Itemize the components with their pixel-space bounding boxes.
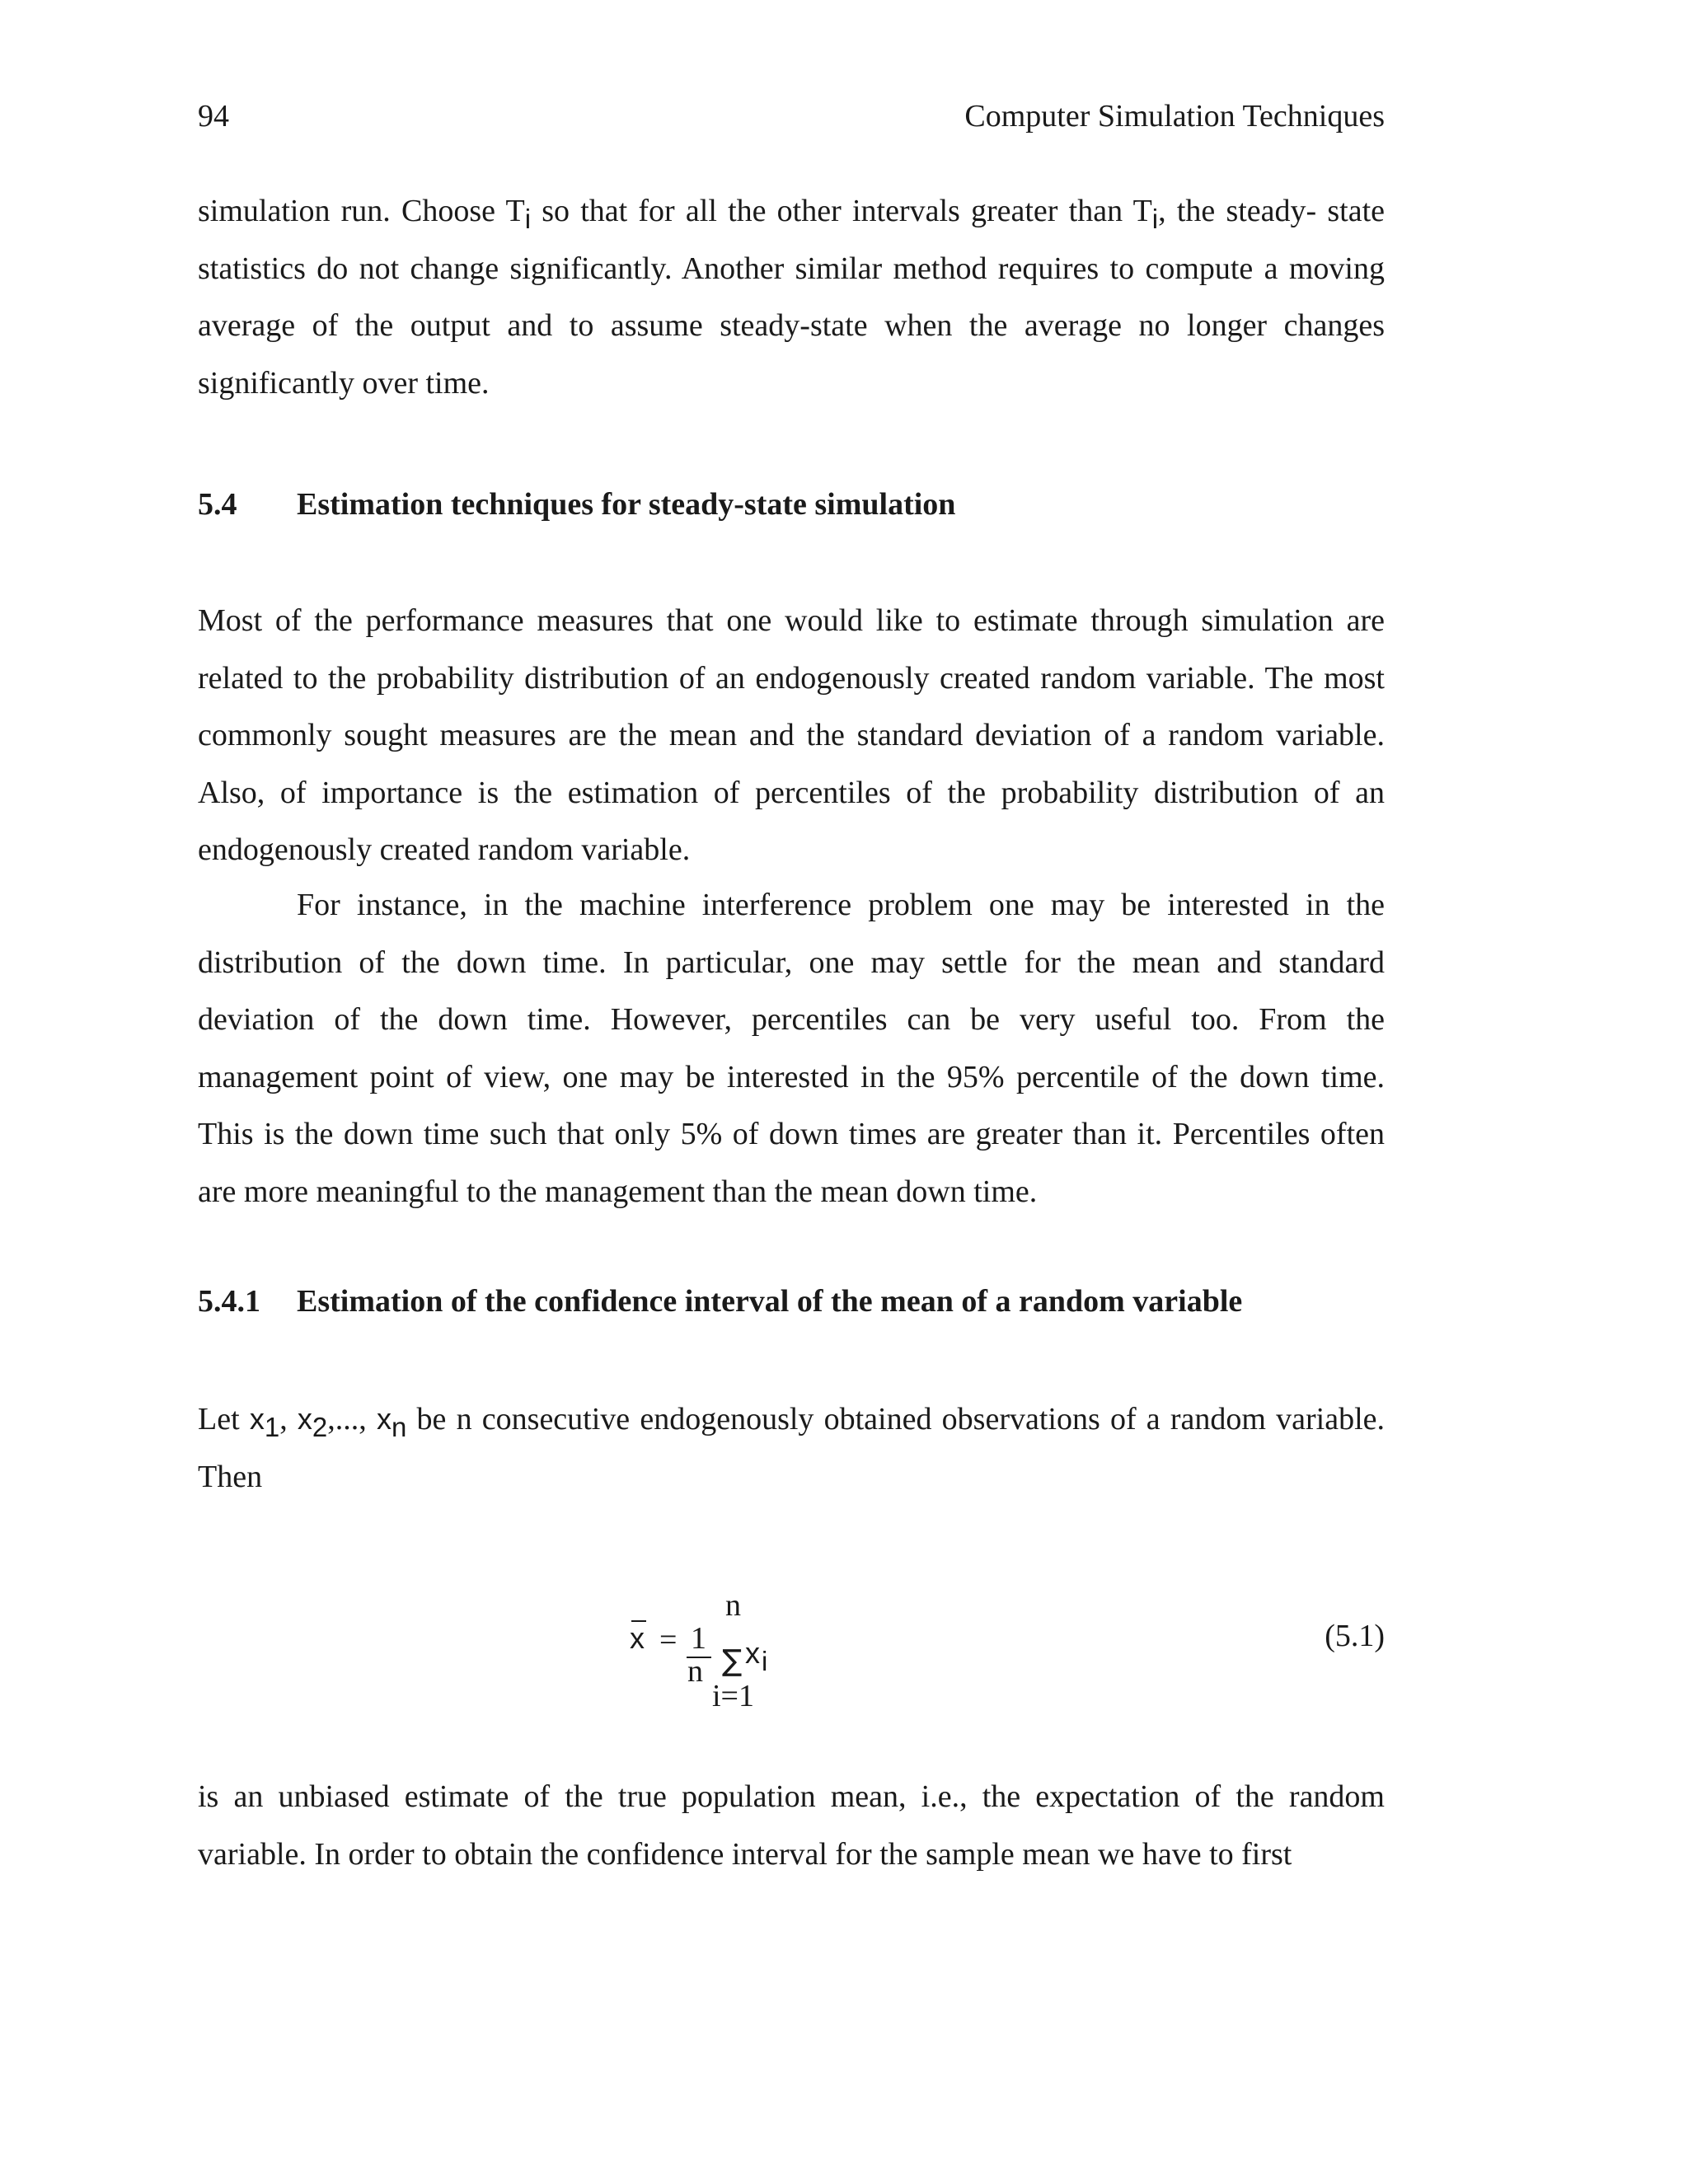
text-span: Let	[198, 1402, 250, 1436]
sum-upper-limit: n	[725, 1588, 741, 1623]
sum-term: x	[745, 1636, 760, 1670]
sum-lower-limit: i=1	[712, 1679, 754, 1713]
section-number: 5.4	[198, 487, 237, 522]
paragraph-measures: Most of the performance measures that one would like to estimate through simulation are related to the probability distribution of an endogenously created random variable. The most commonly sought measures are the mean and the standard deviation of a random variable. Also, of importance is the estimation of percentiles of the probability distribution of an endogenously created random variable.	[198, 603, 1385, 867]
section-heading-5-4-1	[198, 1282, 1242, 1320]
equation-equals: =	[659, 1623, 678, 1657]
paragraph-let	[198, 1390, 1385, 1506]
text-span: ,	[279, 1402, 298, 1436]
subscript: i	[1151, 204, 1159, 234]
subscript: n	[391, 1412, 407, 1442]
running-head: Computer Simulation Techniques	[964, 99, 1385, 134]
paragraph-unbiased: is an unbiased estimate of the true population mean, i.e., the expectation of the random variable. In order to obtain the confidence interval for the sample mean we have to first	[198, 1779, 1385, 1872]
variable-x1: x	[249, 1402, 265, 1436]
text-span: state statistics do not change significantly. Another similar method requires to compute a moving average of the output and to assume steady-state when the average no longer changes significantly over time.	[198, 194, 1386, 401]
paragraph-intro	[198, 183, 1385, 412]
fraction-denominator: n	[687, 1654, 703, 1689]
page-number: 94	[198, 99, 229, 134]
section-heading-5-4	[198, 485, 955, 523]
text-span: ,...,	[327, 1402, 377, 1436]
text-span: be n consecutive endogenously obtained observations of a random variable. Then	[198, 1402, 1386, 1494]
text-span: simulation run. Choose T	[198, 194, 525, 228]
text-span: , the steady-	[1158, 194, 1317, 228]
variable-xn: x	[376, 1402, 392, 1436]
section-title: Estimation of the confidence interval of the mean of a random variable	[297, 1284, 1243, 1319]
section-title: Estimation techniques for steady-state simulation	[297, 487, 956, 522]
subscript: 2	[312, 1412, 328, 1442]
paragraph-instance: For instance, in the machine interference problem one may be interested in the distribution of the down time. In particular, one may settle for the mean and standard deviation of the down time. However, percentiles can be very useful too. From the management point of view, one may be interested in the 95% percentile of the down time. This is the down time such that only 5% of down times are greater than it. Percentiles often are more meaningful to the management than the mean down time.	[198, 888, 1385, 1209]
text-span: so that for all the other intervals greater than T	[531, 194, 1152, 228]
fraction-numerator: 1	[691, 1621, 706, 1656]
sum-sigma: ∑	[722, 1644, 743, 1678]
equation-lhs: x	[630, 1621, 645, 1655]
subscript: i	[524, 204, 532, 234]
section-number: 5.4.1	[198, 1284, 260, 1319]
variable-x2: x	[297, 1402, 312, 1436]
equation-5-1	[610, 1574, 775, 1714]
equation-number: (5.1)	[1325, 1619, 1385, 1653]
subscript: 1	[264, 1412, 280, 1442]
sum-term-subscript: i	[762, 1646, 768, 1676]
